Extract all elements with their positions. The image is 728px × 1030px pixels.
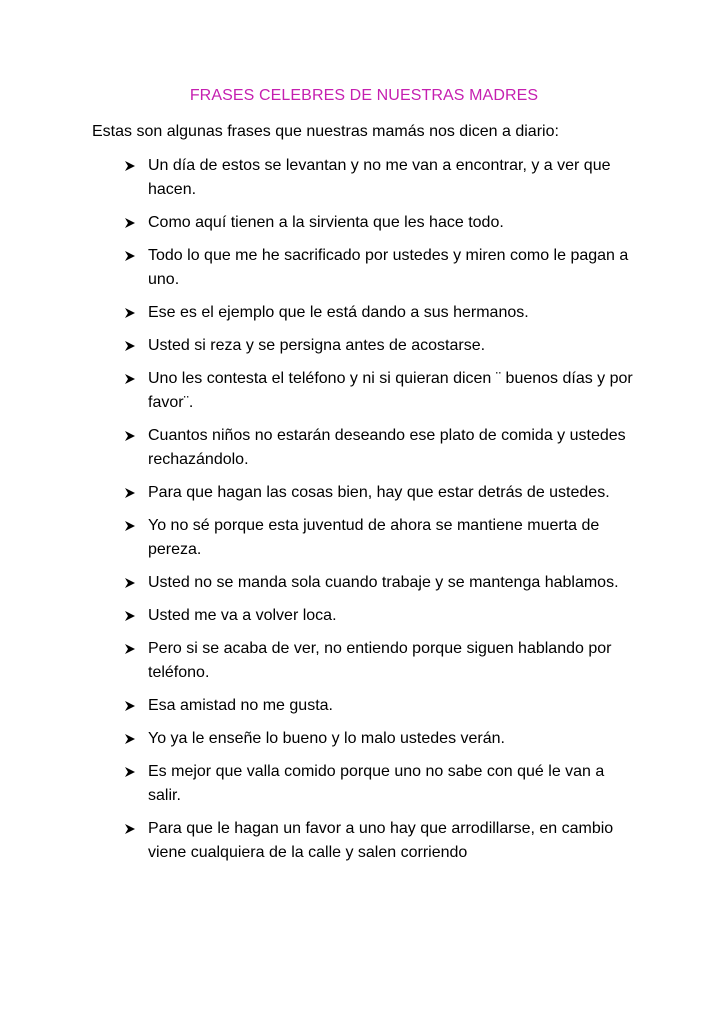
- arrowhead-bullet-icon: [124, 643, 136, 655]
- list-item-text: Para que le hagan un favor a uno hay que arrodillarse, en cambio viene cualquiera de la calle y salen corriendo: [148, 820, 614, 861]
- arrowhead-bullet-icon: [124, 250, 136, 262]
- arrowhead-bullet-icon: [124, 700, 136, 712]
- list-item: [0, 301, 728, 325]
- list-item: [0, 244, 728, 292]
- phrase-list: [0, 154, 728, 874]
- list-item: [0, 481, 728, 505]
- list-item: [0, 211, 728, 235]
- list-item-text: Usted no se manda sola cuando trabaje y se mantenga hablamos.: [148, 574, 619, 591]
- list-item-text: Cuantos niños no estarán deseando ese plato de comida y ustedes rechazándolo.: [148, 427, 626, 468]
- intro-paragraph: Estas son algunas frases que nuestras mamás nos dicen a diario:: [92, 123, 559, 140]
- arrowhead-bullet-icon: [124, 823, 136, 835]
- list-item-text: Todo lo que me he sacrificado por ustedes y miren como le pagan a uno.: [148, 247, 629, 288]
- list-item-text: Usted si reza y se persigna antes de acostarse.: [148, 337, 486, 354]
- list-item: [0, 817, 728, 865]
- list-item: [0, 154, 728, 202]
- list-item-text: Un día de estos se levantan y no me van a encontrar, y a ver que hacen.: [148, 157, 611, 198]
- list-item-text: Como aquí tienen a la sirvienta que les hace todo.: [148, 214, 504, 231]
- list-item-text: Usted me va a volver loca.: [148, 607, 337, 624]
- arrowhead-bullet-icon: [124, 766, 136, 778]
- arrowhead-bullet-icon: [124, 487, 136, 499]
- list-item-text: Ese es el ejemplo que le está dando a sus hermanos.: [148, 304, 529, 321]
- list-item: [0, 571, 728, 595]
- list-item-text: Uno les contesta el teléfono y ni si quieran dicen ¨ buenos días y por favor¨.: [148, 370, 633, 411]
- list-item: [0, 694, 728, 718]
- arrowhead-bullet-icon: [124, 217, 136, 229]
- list-item: [0, 604, 728, 628]
- list-item-text: Para que hagan las cosas bien, hay que estar detrás de ustedes.: [148, 484, 610, 501]
- page-title: FRASES CELEBRES DE NUESTRAS MADRES: [189, 87, 539, 104]
- arrowhead-bullet-icon: [124, 373, 136, 385]
- list-item: [0, 424, 728, 472]
- arrowhead-bullet-icon: [124, 307, 136, 319]
- list-item-text: Pero si se acaba de ver, no entiendo porque siguen hablando por teléfono.: [148, 640, 612, 681]
- arrowhead-bullet-icon: [124, 733, 136, 745]
- list-item-text: Es mejor que valla comido porque uno no sabe con qué le van a salir.: [148, 763, 605, 804]
- list-item: [0, 637, 728, 685]
- list-item: [0, 727, 728, 751]
- list-item: [0, 514, 728, 562]
- arrowhead-bullet-icon: [124, 340, 136, 352]
- list-item: [0, 367, 728, 415]
- arrowhead-bullet-icon: [124, 577, 136, 589]
- list-item-text: Yo ya le enseñe lo bueno y lo malo ustedes verán.: [148, 730, 505, 747]
- list-item-text: Yo no sé porque esta juventud de ahora se mantiene muerta de pereza.: [148, 517, 600, 558]
- arrowhead-bullet-icon: [124, 520, 136, 532]
- list-item-text: Esa amistad no me gusta.: [148, 697, 333, 714]
- arrowhead-bullet-icon: [124, 160, 136, 172]
- arrowhead-bullet-icon: [124, 610, 136, 622]
- list-item: [0, 334, 728, 358]
- arrowhead-bullet-icon: [124, 430, 136, 442]
- list-item: [0, 760, 728, 808]
